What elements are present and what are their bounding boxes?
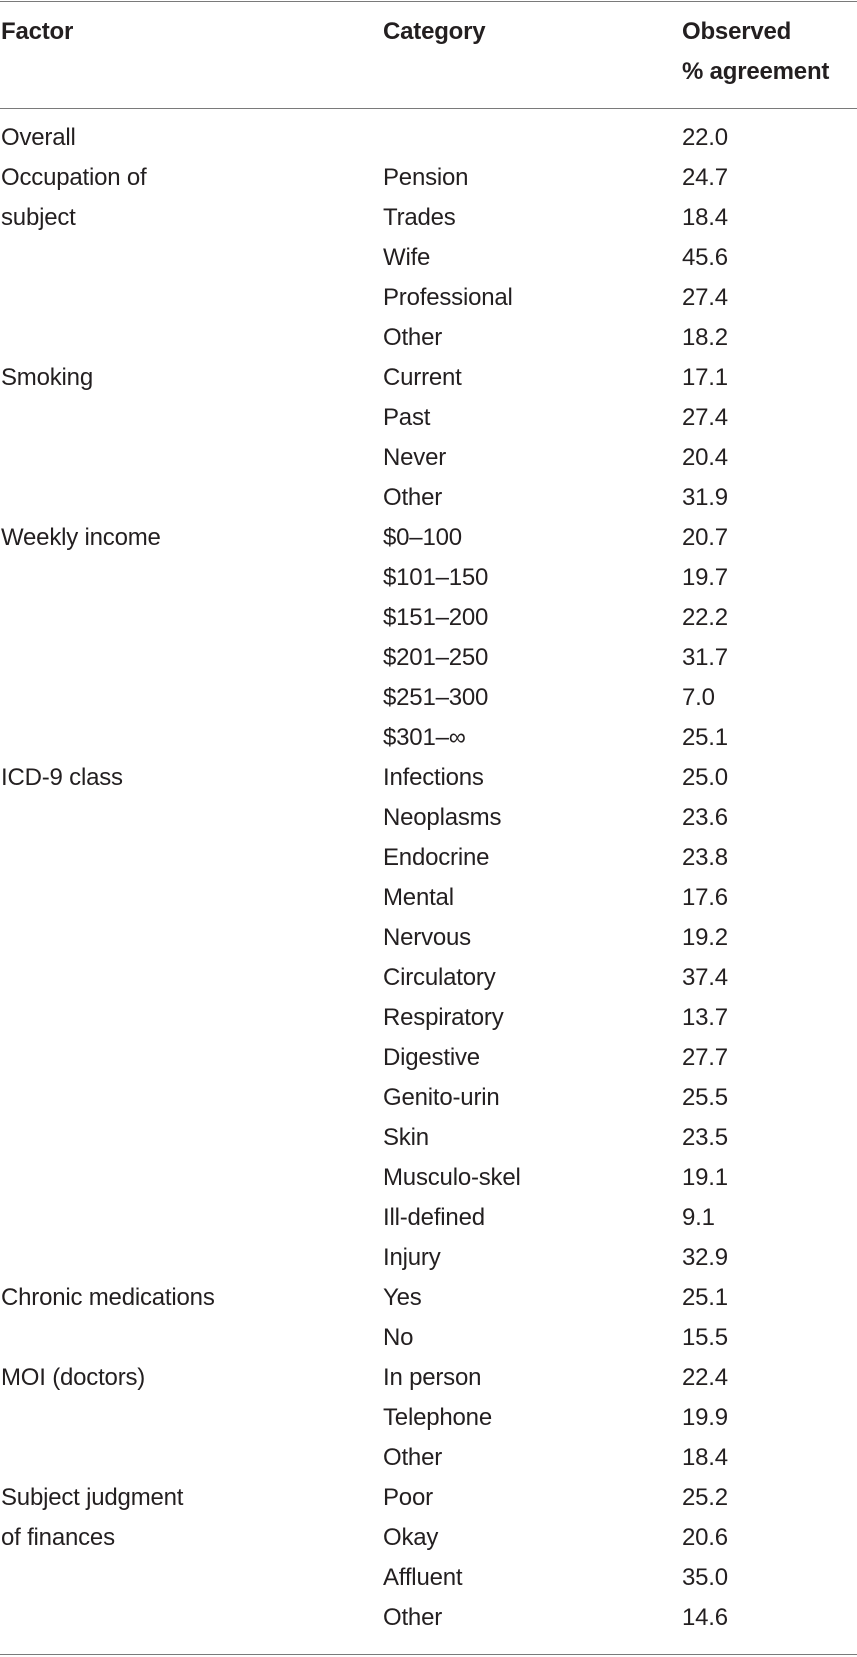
table-row — [0, 158, 857, 198]
table-row — [0, 998, 857, 1038]
row-factor-cell: Occupation of — [1, 164, 147, 191]
row-value-cell: 25.0 — [682, 764, 728, 791]
row-value-cell: 23.6 — [682, 804, 728, 831]
table-bottom-rule — [0, 1654, 857, 1655]
row-value-cell: 23.5 — [682, 1124, 728, 1151]
table-row — [0, 598, 857, 638]
header-factor: Factor — [1, 18, 74, 45]
row-value-cell: 24.7 — [682, 164, 728, 191]
row-value-cell: 19.2 — [682, 924, 728, 951]
row-value-cell: 13.7 — [682, 1004, 728, 1031]
row-category-cell: Pension — [383, 164, 469, 191]
table-row — [0, 1398, 857, 1438]
row-category-cell: $151–200 — [383, 604, 489, 631]
row-value-cell: 25.1 — [682, 1284, 728, 1311]
row-category-cell: $201–250 — [383, 644, 489, 671]
row-category-cell: Professional — [383, 284, 513, 311]
row-value-cell: 17.1 — [682, 364, 728, 391]
row-value-cell: 35.0 — [682, 1564, 728, 1591]
table-row — [0, 358, 857, 398]
header-observed-line2: % agreement — [682, 58, 830, 85]
table-row — [0, 958, 857, 998]
row-category-cell: Trades — [383, 204, 456, 231]
table-row — [0, 798, 857, 838]
row-category-cell: Mental — [383, 884, 454, 911]
row-category-cell: $301–∞ — [383, 724, 466, 751]
row-value-cell: 17.6 — [682, 884, 728, 911]
row-value-cell: 20.7 — [682, 524, 728, 551]
table-row — [0, 318, 857, 358]
row-value-cell: 27.4 — [682, 404, 728, 431]
table-row — [0, 1318, 857, 1358]
row-factor-cell: Overall — [1, 124, 76, 151]
table-row — [0, 558, 857, 598]
row-value-cell: 22.0 — [682, 124, 728, 151]
row-factor-cell: Smoking — [1, 364, 93, 391]
row-value-cell: 19.9 — [682, 1404, 728, 1431]
row-category-cell: In person — [383, 1364, 482, 1391]
header-category: Category — [383, 18, 486, 45]
row-factor-cell: Subject judgment — [1, 1484, 184, 1511]
table-row — [0, 438, 857, 478]
row-category-cell: $101–150 — [383, 564, 489, 591]
row-value-cell: 14.6 — [682, 1604, 728, 1631]
table-row — [0, 1278, 857, 1318]
table-row — [0, 1478, 857, 1518]
table-row — [0, 878, 857, 918]
row-value-cell: 18.4 — [682, 1444, 728, 1471]
table-row — [0, 1078, 857, 1118]
table-header — [0, 12, 857, 102]
table-row — [0, 1238, 857, 1278]
table-row — [0, 678, 857, 718]
table-row — [0, 478, 857, 518]
row-category-cell: Other — [383, 1604, 443, 1631]
row-value-cell: 31.7 — [682, 644, 728, 671]
table-row — [0, 1518, 857, 1558]
row-value-cell: 22.4 — [682, 1364, 728, 1391]
row-value-cell: 37.4 — [682, 964, 728, 991]
table-row — [0, 918, 857, 958]
row-category-cell: Ill-defined — [383, 1204, 485, 1231]
table-row — [0, 238, 857, 278]
row-value-cell: 7.0 — [682, 684, 715, 711]
table-row — [0, 1158, 857, 1198]
table-row — [0, 518, 857, 558]
table-row — [0, 198, 857, 238]
table-row — [0, 638, 857, 678]
row-value-cell: 20.6 — [682, 1524, 728, 1551]
row-category-cell: Wife — [383, 244, 431, 271]
row-category-cell: Musculo-skel — [383, 1164, 521, 1191]
row-category-cell: Other — [383, 1444, 443, 1471]
row-value-cell: 20.4 — [682, 444, 728, 471]
table-row — [0, 118, 857, 158]
row-category-cell: Nervous — [383, 924, 471, 951]
row-category-cell: Okay — [383, 1524, 439, 1551]
row-category-cell: Endocrine — [383, 844, 490, 871]
row-factor-cell: ICD-9 class — [1, 764, 123, 791]
table-row — [0, 1038, 857, 1078]
row-value-cell: 25.1 — [682, 724, 728, 751]
header-observed — [682, 12, 857, 92]
row-category-cell: Digestive — [383, 1044, 480, 1071]
row-category-cell: Telephone — [383, 1404, 492, 1431]
row-factor-cell: MOI (doctors) — [1, 1364, 146, 1391]
table-row — [0, 758, 857, 798]
table-top-rule — [0, 1, 857, 2]
row-value-cell: 27.4 — [682, 284, 728, 311]
table-body — [0, 118, 857, 1638]
row-value-cell: 15.5 — [682, 1324, 728, 1351]
table-row — [0, 278, 857, 318]
table-row — [0, 1118, 857, 1158]
row-category-cell: Other — [383, 324, 443, 351]
row-category-cell: Yes — [383, 1284, 422, 1311]
row-value-cell: 22.2 — [682, 604, 728, 631]
row-category-cell: No — [383, 1324, 414, 1351]
row-category-cell: Current — [383, 364, 462, 391]
header-observed-line1: Observed — [682, 18, 792, 45]
row-factor-cell: subject — [1, 204, 76, 231]
row-factor-cell: Weekly income — [1, 524, 161, 551]
row-category-cell: Never — [383, 444, 447, 471]
row-factor-cell: of finances — [1, 1524, 115, 1551]
row-value-cell: 23.8 — [682, 844, 728, 871]
row-category-cell: Other — [383, 484, 443, 511]
row-value-cell: 19.7 — [682, 564, 728, 591]
row-category-cell: Affluent — [383, 1564, 463, 1591]
table-row — [0, 1598, 857, 1638]
row-value-cell: 9.1 — [682, 1204, 715, 1231]
row-category-cell: Neoplasms — [383, 804, 502, 831]
table-row — [0, 1198, 857, 1238]
table-row — [0, 398, 857, 438]
table-row — [0, 1558, 857, 1598]
table-row — [0, 718, 857, 758]
header-divider-rule — [0, 108, 857, 109]
row-category-cell: Respiratory — [383, 1004, 504, 1031]
row-value-cell: 25.2 — [682, 1484, 728, 1511]
row-value-cell: 25.5 — [682, 1084, 728, 1111]
row-value-cell: 32.9 — [682, 1244, 728, 1271]
row-value-cell: 19.1 — [682, 1164, 728, 1191]
table-row — [0, 1358, 857, 1398]
row-value-cell: 18.2 — [682, 324, 728, 351]
row-category-cell: $251–300 — [383, 684, 489, 711]
table-row — [0, 838, 857, 878]
row-value-cell: 18.4 — [682, 204, 728, 231]
row-factor-cell: Chronic medications — [1, 1284, 215, 1311]
row-category-cell: Infections — [383, 764, 484, 791]
row-category-cell: Circulatory — [383, 964, 496, 991]
row-category-cell: Genito-urin — [383, 1084, 500, 1111]
row-category-cell: Past — [383, 404, 431, 431]
row-category-cell: Injury — [383, 1244, 441, 1271]
table-row — [0, 1438, 857, 1478]
row-value-cell: 45.6 — [682, 244, 728, 271]
row-category-cell: $0–100 — [383, 524, 462, 551]
row-category-cell: Skin — [383, 1124, 429, 1151]
row-value-cell: 27.7 — [682, 1044, 728, 1071]
row-value-cell: 31.9 — [682, 484, 728, 511]
row-category-cell: Poor — [383, 1484, 433, 1511]
